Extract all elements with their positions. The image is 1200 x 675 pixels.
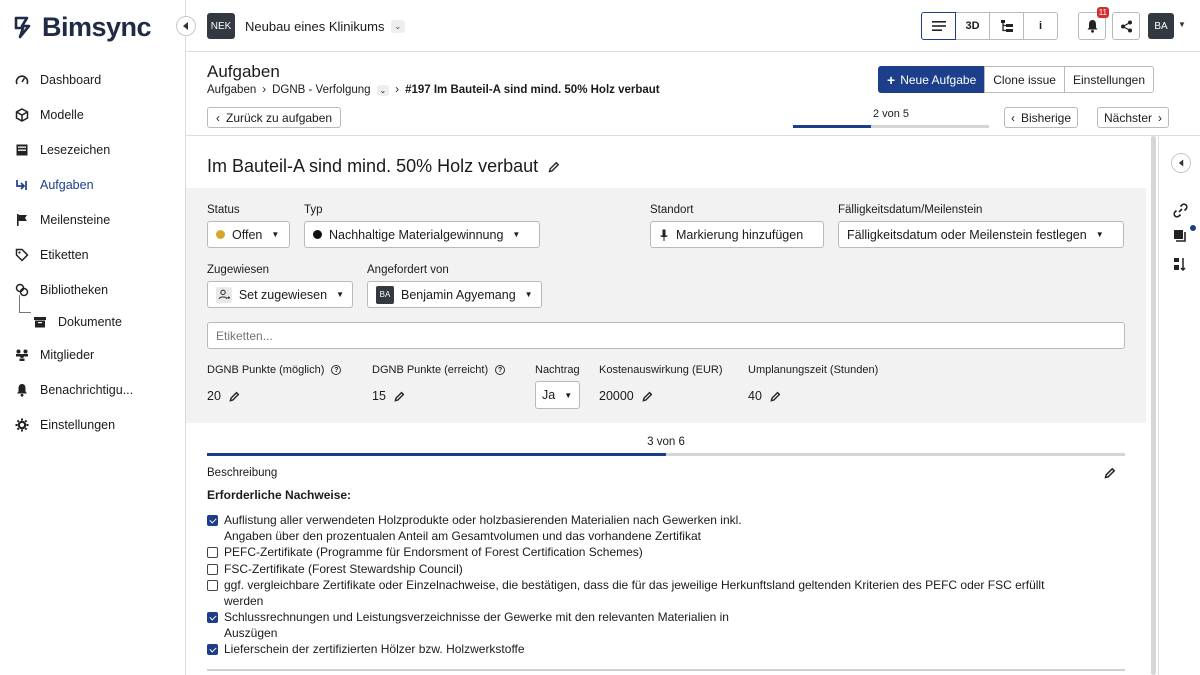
divider (207, 669, 1125, 671)
dgnb-possible-label-text: DGNB Punkte (möglich) (207, 364, 325, 376)
caret-down-icon: ▼ (1095, 230, 1104, 239)
section-progress-track (207, 453, 1125, 456)
sidebar-item-label: Etiketten (40, 247, 89, 262)
due-value: Fälligkeitsdatum oder Meilenstein festlegen (847, 227, 1087, 242)
sort-button[interactable] (1170, 254, 1190, 274)
supplement-label-text: Nachtrag (535, 364, 580, 376)
info-button[interactable]: i (1023, 12, 1058, 40)
flag-icon (14, 212, 30, 228)
chevron-right-icon: › (1158, 110, 1163, 125)
sidebar-item-label: Modelle (40, 107, 84, 122)
sidebar-item-label: Meilensteine (40, 212, 111, 227)
chevron-down-icon[interactable]: ▼ (1178, 20, 1186, 29)
sidebar-item-label: Einstellungen (40, 417, 116, 432)
issue-fields (186, 188, 1146, 423)
chevron-left-icon (182, 22, 190, 30)
checklist-item-text (224, 545, 643, 561)
sidebar-item-label: Benachrichtigu... (40, 382, 134, 397)
list-icon (932, 20, 946, 32)
section-progress-label: 3 von 6 (647, 436, 685, 448)
checklist-item-text (224, 562, 463, 578)
add-user-icon (216, 286, 232, 304)
new-task-label: Neue Aufgabe (900, 72, 977, 87)
tree-connector (19, 295, 31, 313)
sidebar-nav (0, 62, 186, 442)
bell-icon (1086, 19, 1099, 33)
sidebar-collapse-button[interactable] (176, 16, 196, 36)
checklist-item (207, 545, 1127, 561)
due-select[interactable] (838, 221, 1124, 248)
dgnb-possible-value-text: 20 (207, 389, 221, 403)
replanning-value-text: 40 (748, 389, 762, 403)
task-progress-label: 2 von 5 (872, 108, 910, 120)
status-dot (216, 230, 225, 239)
checklist-item (207, 578, 1127, 609)
pencil-icon[interactable] (770, 391, 781, 402)
sidebar-item-lesezeichen[interactable] (0, 132, 186, 167)
pencil-icon[interactable] (1104, 467, 1116, 479)
requester-avatar: BA (376, 286, 394, 304)
link-icon (1173, 203, 1188, 218)
supplement-value: Ja (542, 388, 556, 402)
chevron-down-icon[interactable]: ⌄ (391, 20, 405, 33)
bimsync-logo-icon (12, 15, 36, 39)
due-label: Fälligkeitsdatum/Meilenstein (838, 204, 983, 216)
cost-impact-label-text: Kostenauswirkung (EUR) (599, 364, 723, 376)
sidebar-item-dashboard[interactable] (0, 62, 186, 97)
description-label: Beschreibung (207, 467, 278, 479)
sort-icon (1173, 257, 1187, 271)
replanning-label (748, 364, 878, 376)
pencil-icon[interactable] (229, 391, 240, 402)
sidebar-item-label: Bibliotheken (40, 282, 109, 297)
labels-input[interactable] (207, 322, 1125, 349)
caret-down-icon: ▼ (512, 230, 521, 239)
evidence-checklist (207, 513, 1127, 659)
help-icon[interactable]: ? (331, 365, 341, 375)
status-value: Offen (232, 227, 263, 242)
tag-icon (14, 247, 30, 263)
notification-count-badge: 11 (1098, 8, 1107, 17)
notifications-button[interactable] (1078, 8, 1107, 40)
supplement-label (535, 364, 580, 376)
sidebar-item-modelle[interactable] (0, 97, 186, 132)
link-button[interactable] (1170, 200, 1190, 220)
assigned-label: Zugewiesen (207, 264, 270, 276)
checklist-line: Auszügen (224, 625, 278, 640)
chevron-left-icon: ‹ (216, 110, 220, 125)
chevron-left-icon: ‹ (1011, 110, 1015, 125)
chevron-right-icon: › (262, 84, 267, 96)
dgnb-possible-label (207, 364, 341, 376)
sidebar-item-label: Aufgaben (40, 177, 94, 192)
add-marker-button[interactable] (650, 221, 824, 248)
tree-icon (1000, 19, 1014, 33)
add-marker-label: Markierung hinzufügen (676, 227, 804, 242)
checklist-item-text (224, 578, 1044, 609)
gear-icon (14, 417, 30, 433)
settings-button[interactable]: Einstellungen (1064, 66, 1154, 93)
header-actions (879, 66, 1154, 93)
checklist-item (207, 610, 1127, 641)
requested-value: Benjamin Agyemang (401, 287, 516, 302)
gauge-icon (14, 72, 30, 88)
share-icon (1120, 20, 1133, 33)
user-avatar[interactable]: BA (1148, 13, 1174, 39)
supplement-select[interactable] (535, 381, 580, 409)
panel-collapse-button[interactable] (1171, 153, 1191, 173)
checklist-item-text (224, 642, 525, 658)
checklist-line: werden (224, 593, 264, 608)
back-to-tasks-button[interactable] (207, 107, 341, 128)
breadcrumb-list[interactable]: DGNB - Verfolgung (272, 84, 371, 96)
new-task-button[interactable] (878, 66, 985, 93)
project-badge[interactable]: NEK (207, 13, 235, 39)
checklist-line: FSC-Zertifikate (Forest Stewardship Council) (224, 561, 463, 576)
sidebar-item-label: Lesezeichen (40, 142, 111, 157)
scrollbar[interactable] (1151, 136, 1156, 675)
checkbox[interactable] (207, 564, 218, 575)
marker-icon (659, 229, 669, 241)
dgnb-possible-value[interactable] (207, 389, 240, 403)
checklist-line: Schlussrechnungen und Leistungsverzeichnisse der Gewerke mit den relevanten Materialien in (224, 610, 729, 624)
checkbox[interactable] (207, 612, 218, 623)
cube-icon (14, 107, 30, 123)
chevron-right-icon: › (395, 84, 400, 96)
next-label: Nächster (1104, 110, 1153, 125)
requested-label: Angefordert von (367, 264, 449, 276)
section-progress-fill (207, 453, 666, 456)
pencil-icon[interactable] (394, 391, 405, 402)
caret-down-icon: ▼ (336, 290, 344, 299)
members-icon (14, 347, 30, 363)
breadcrumb-current: #197 Im Bauteil-A sind mind. 50% Holz verbaut (405, 84, 660, 96)
task-progress-track (793, 125, 989, 128)
checklist-line: Angaben über den prozentualen Anteil am Gesamtvolumen und das vorhandene Zertifikat (224, 528, 701, 543)
tasks-icon (14, 177, 30, 193)
bell-icon (14, 382, 30, 398)
checkbox[interactable] (207, 515, 218, 526)
replanning-label-text: Umplanungszeit (Stunden) (748, 364, 879, 376)
task-progress-fill (793, 125, 871, 128)
checklist-item-text (224, 610, 729, 641)
caret-down-icon: ▼ (524, 290, 533, 299)
sidebar-item-aufgaben[interactable] (0, 167, 186, 202)
dgnb-achieved-value[interactable] (372, 389, 405, 403)
logo-text: Bimsync (42, 11, 152, 42)
caret-down-icon: ▼ (271, 230, 280, 239)
sidebar-item-mitglieder[interactable] (0, 337, 186, 372)
status-label: Status (207, 204, 240, 216)
task-progress (793, 108, 989, 128)
right-panel (1158, 136, 1200, 675)
sidebar-item-label: Dokumente (58, 315, 122, 329)
list-view-button[interactable] (921, 12, 956, 40)
checklist-item (207, 562, 1127, 578)
checklist-item (207, 513, 1127, 544)
topbar (186, 0, 1200, 52)
replanning-value[interactable] (748, 389, 781, 403)
type-select[interactable] (304, 221, 540, 248)
chevron-left-icon (1178, 159, 1185, 167)
page-title: Aufgaben (207, 62, 280, 81)
project-name[interactable]: Neubau eines Klinikums (245, 19, 385, 34)
assigned-value: Set zugewiesen (238, 287, 328, 302)
dgnb-achieved-label-text: DGNB Punkte (erreicht) (372, 364, 489, 376)
location-label: Standort (650, 204, 694, 216)
checklist-item (207, 642, 1127, 658)
unread-indicator (1190, 225, 1196, 231)
checkbox[interactable] (207, 580, 218, 591)
documents-icon (1173, 229, 1187, 243)
page-header (186, 52, 1200, 136)
chevron-down-icon[interactable]: ⌄ (377, 85, 390, 96)
sidebar-item-benachrichtigu[interactable] (0, 372, 186, 407)
view-switcher (922, 12, 1058, 40)
caret-down-icon: ▼ (564, 390, 573, 400)
requested-select[interactable] (367, 281, 542, 308)
plus-icon: + (887, 71, 896, 88)
previous-label: Bisherige (1021, 110, 1072, 125)
issue-title (207, 156, 560, 177)
checklist-line: PEFC-Zertifikate (Programme für Endorsment of Forest Certification Schemes) (224, 545, 643, 559)
type-label: Typ (304, 204, 323, 216)
checkbox[interactable] (207, 644, 218, 655)
share-button[interactable] (1112, 12, 1140, 40)
assigned-select[interactable] (207, 281, 353, 308)
3d-view-button[interactable]: 3D (955, 12, 990, 40)
sidebar-item-etiketten[interactable] (0, 237, 186, 272)
checklist-line: Auflistung aller verwendeten Holzprodukte oder holzbasierenden Materialien nach Gewerken inkl. (224, 513, 742, 527)
checklist-item-text (224, 513, 742, 544)
back-button-label: Zurück zu aufgaben (226, 110, 333, 125)
status-select[interactable] (207, 221, 290, 248)
dgnb-achieved-label (372, 364, 505, 376)
cost-impact-value[interactable] (599, 389, 653, 403)
section-progress (207, 436, 1125, 456)
sidebar-item-label: Mitglieder (40, 347, 95, 362)
dgnb-achieved-value-text: 15 (372, 389, 386, 403)
sidebar-item-einstellungen[interactable] (0, 407, 186, 442)
sidebar-item-label: Dashboard (40, 72, 102, 87)
cost-impact-value-text: 20000 (599, 389, 634, 403)
checklist-line: Lieferschein der zertifizierten Hölzer bzw. Holzwerkstoffe (224, 642, 525, 656)
checklist-line: ggf. vergleichbare Zertifikate oder Einzelnachweise, die bestätigen, dass die für das jeweilige Herkunftsland geltenden Kriterien des PEFC oder FSC erfüllt (224, 578, 1045, 592)
type-dot (313, 230, 322, 239)
type-value: Nachhaltige Materialgewinnung (329, 227, 504, 242)
next-button[interactable] (1097, 107, 1169, 128)
bookmark-icon (14, 142, 30, 158)
logo[interactable] (12, 12, 151, 42)
description-heading: Erforderliche Nachweise: (207, 488, 352, 502)
breadcrumb-root[interactable]: Aufgaben (207, 84, 257, 96)
pencil-icon[interactable] (548, 161, 560, 173)
sidebar-item-meilensteine[interactable] (0, 202, 186, 237)
tree-view-button[interactable] (989, 12, 1024, 40)
sidebar (0, 0, 186, 675)
help-icon[interactable]: ? (495, 365, 505, 375)
breadcrumb (207, 84, 660, 96)
issue-detail (186, 136, 1146, 675)
pencil-icon[interactable] (642, 391, 653, 402)
documents-button[interactable] (1170, 226, 1190, 246)
folder-icon (32, 314, 48, 330)
checkbox[interactable] (207, 547, 218, 558)
issue-title-text: Im Bauteil-A sind mind. 50% Holz verbaut (207, 156, 539, 176)
cost-impact-label (599, 364, 723, 376)
previous-button[interactable] (1004, 107, 1078, 128)
clone-issue-button[interactable]: Clone issue (984, 66, 1065, 93)
